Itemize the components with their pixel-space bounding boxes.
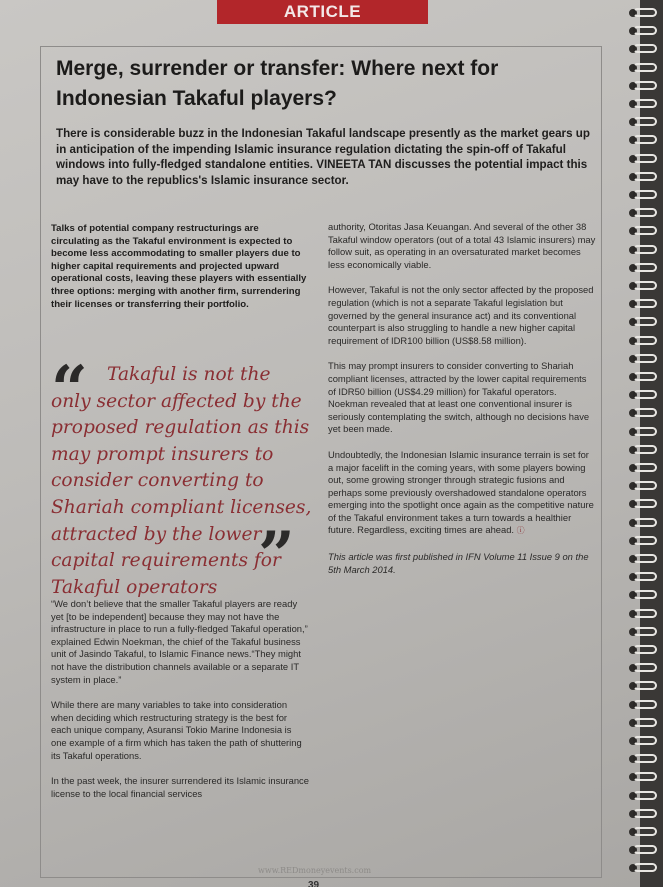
binding-coil	[633, 481, 657, 490]
binding-coil	[633, 336, 657, 345]
binding-coil	[633, 117, 657, 126]
binding-coil	[633, 718, 657, 727]
article-headline: Merge, surrender or transfer: Where next for Indonesian Takaful players?	[56, 57, 499, 110]
binding-coil	[633, 190, 657, 199]
binding-coil	[633, 245, 657, 254]
body-paragraph: In the past week, the insurer surrendered its Islamic insurance license to the local financial services	[51, 775, 309, 799]
binding-coil	[633, 99, 657, 108]
binding-coil	[633, 663, 657, 672]
binding-coil	[633, 754, 657, 763]
binding-coil	[633, 572, 657, 581]
lead-paragraph: Talks of potential company restructurings are circulating as the Takaful environment is expected to become less accommodating to smaller players due to higher capital requirements and projected upward operational costs, leaving these players with essentially three options: merging with another firm, surrendering their licenses or transferring their portfolio.	[51, 223, 307, 310]
pull-quote-text: Takaful is not the only sector affected by the proposed regulation as this may prompt insurers to consider converting to Shariah compliant licenses, attracted by the lower capital requirements for Takaful operators	[51, 364, 312, 598]
binding-coil	[633, 154, 657, 163]
binding-coil	[633, 354, 657, 363]
binding-coil	[633, 81, 657, 90]
binding-coil	[633, 226, 657, 235]
binding-coil	[633, 791, 657, 800]
binding-coil	[633, 408, 657, 417]
close-quote-mark: ”	[258, 518, 295, 593]
binding-coil	[633, 772, 657, 781]
left-column-lower	[51, 598, 309, 813]
pull-quote	[51, 352, 313, 598]
binding-coil	[633, 499, 657, 508]
body-paragraph: However, Takaful is not the only sector affected by the proposed regulation (which is not a separate Takaful legislation but governed by the general insurance act) and its conventional counterpart is also struggling to handle a new higher capital requirement of IDR100 billion (US$8.58 million).	[328, 284, 594, 346]
binding-coil	[633, 627, 657, 636]
binding-coil	[633, 26, 657, 35]
binding-coil	[633, 208, 657, 217]
closing-text: Undoubtedly, the Indonesian Islamic insurance terrain is set for a major facelift in the coming years, with some players bowing out, some growing stronger through strategic fusions and perhaps some previously overshadowed standalone operators emerging into the spotlight once again as the competitive nature of the Takaful environment takes a turn towards a healthier future. Regardless, exciting times are ahead.	[328, 448, 594, 536]
source-note: This article was first published in IFN Volume 11 Issue 9 on the 5th March 2014.	[328, 551, 589, 575]
body-paragraph: “We don’t believe that the smaller Takaful players are ready yet [to be independent] because they may not have the infrastructure in place to run a fully-fledged Takaful operation,” explained Edwin Noekman, the chief of the Takaful business unit of Jasindo Takaful, to Islamic Finance news.“They might not have the distribution channels available or a separate IT system in place.”	[51, 598, 308, 685]
body-paragraph: This may prompt insurers to consider converting to Shariah compliant licenses, attracted by the lower capital requirements of IDR50 billion (US$4.29 million) for Takaful operators. Noekman revealed that at least one conventional insurer is seriously contemplating the switch, although no decisions have yet been made.	[328, 360, 590, 435]
binding-coil	[633, 63, 657, 72]
binding-coil	[633, 263, 657, 272]
binding-coil	[633, 518, 657, 527]
binding-coil	[633, 317, 657, 326]
end-mark-icon: ⓘ	[516, 526, 525, 536]
binding-coil	[633, 463, 657, 472]
binding-coil	[633, 809, 657, 818]
binding-coil	[633, 681, 657, 690]
footer-url: www.REDmoneyevents.com	[258, 866, 372, 875]
section-tab: ARTICLE	[217, 0, 428, 24]
binding-coil	[633, 445, 657, 454]
body-paragraph: authority, Otoritas Jasa Keuangan. And several of the other 38 Takaful window operators (out of a total 43 Islamic insurers) may follow suit, as operating in an oversaturated market becomes less economically viable.	[328, 221, 596, 270]
binding-coil	[633, 554, 657, 563]
binding-coil	[633, 8, 657, 17]
binding-coil	[633, 845, 657, 854]
article-deck: There is considerable buzz in the Indonesian Takaful landscape presently as the market gears up in anticipation of the impending Islamic insurance regulation dictating the spin-off of Takaful windows into fully-fledged standalone entities. VINEETA TAN discusses the potential impact this may have to the republics's Islamic insurance sector.	[56, 127, 590, 187]
binding-coil	[633, 390, 657, 399]
binding-coil	[633, 736, 657, 745]
binding-coil	[633, 172, 657, 181]
body-paragraph	[328, 449, 596, 538]
open-quote-mark: “	[51, 352, 88, 427]
binding-coil	[633, 609, 657, 618]
binding-coil	[633, 299, 657, 308]
binding-coil	[633, 427, 657, 436]
binding-coil	[633, 645, 657, 654]
binding-coil	[633, 827, 657, 836]
binding-coil	[633, 44, 657, 53]
body-paragraph: While there are many variables to take into consideration when deciding which restructuring strategy is the best for each unique company, Asuransi Tokio Marine Indonesia is one example of a firm which has taken the path of shuttering its Takaful operations.	[51, 699, 302, 761]
binding-coil	[633, 590, 657, 599]
left-column	[51, 223, 309, 324]
spiral-binding	[629, 0, 663, 887]
page-number: 39	[308, 880, 320, 887]
binding-coil	[633, 281, 657, 290]
binding-coil	[633, 700, 657, 709]
binding-coil	[633, 372, 657, 381]
binding-coil	[633, 135, 657, 144]
binding-coil	[633, 536, 657, 545]
right-column	[328, 221, 596, 589]
binding-coil	[633, 863, 657, 872]
